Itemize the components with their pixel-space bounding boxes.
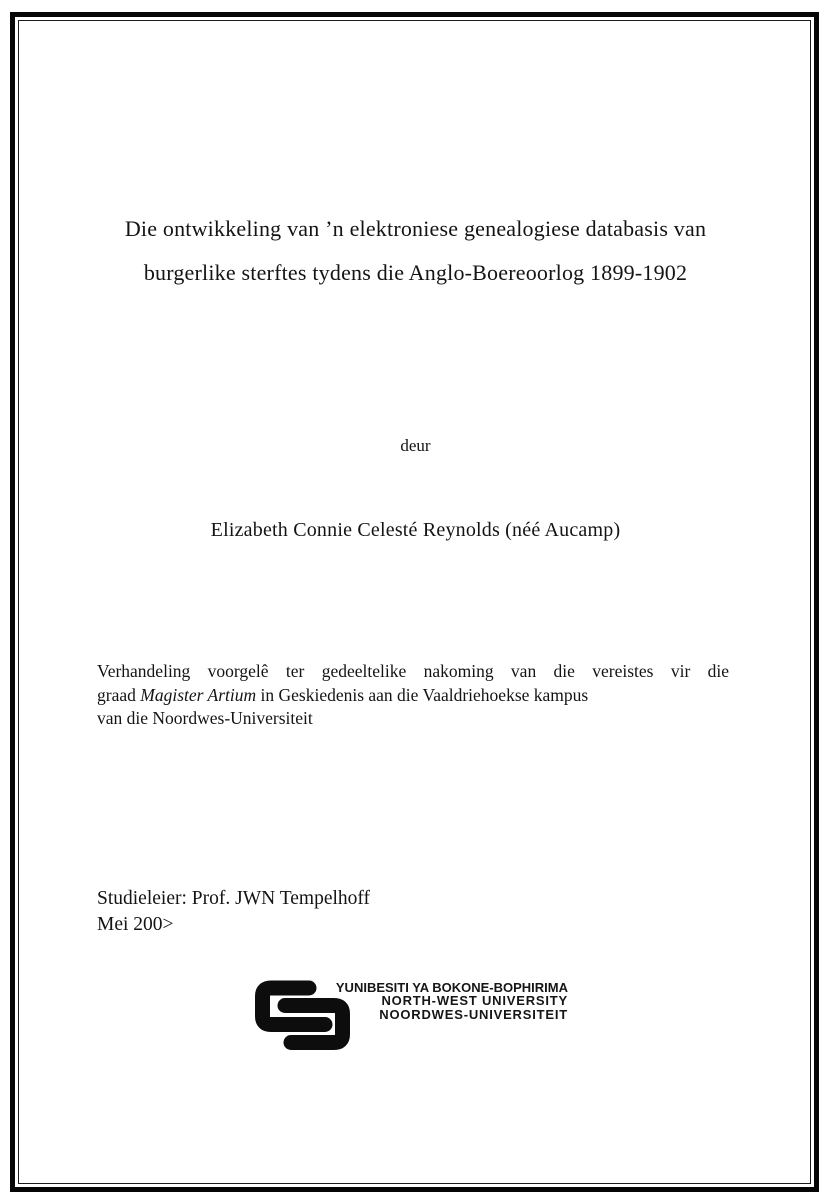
statement-degree-prefix: graad [97,684,141,705]
university-logo-text [318,981,568,1021]
thesis-title-line-2: burgerlike sterftes tydens die Anglo-Boereoorlog 1899-1902 [143,260,688,285]
university-name-afrikaans: NOORDWES-UNIVERSITEIT [379,1006,568,1022]
thesis-title-line-1: Die ontwikkeling van ’n elektroniese genealogiese databasis van [124,216,707,241]
statement-degree-suffix: in Geskiedenis aan die Vaaldriehoekse kampus [256,684,589,705]
date-line: Mei 200> [97,914,174,935]
author-name: Elizabeth Connie Celesté Reynolds (néé Aucamp) [210,519,621,541]
thesis-title [0,207,831,295]
submission-statement-line-1: Verhandeling voorgelê ter gedeeltelike nakoming van die vereistes vir die [97,661,729,681]
university-name-english: NORTH-WEST UNIVERSITY [381,993,568,1009]
degree-name-italic: Magister Artium [140,684,257,705]
supervisor-block [97,886,597,938]
submission-statement [97,660,729,731]
university-name-setswana: YUNIBESITI YA BOKONE-BOPHIRIMA [335,980,568,995]
university-logo [0,978,831,1063]
supervisor-line: Studieleier: Prof. JWN Tempelhoff [97,888,371,909]
byline-deur: deur [400,436,431,455]
submission-statement-line-3: van die Noordwes-Universiteit [97,708,313,729]
submission-statement-line-2 [97,684,729,708]
